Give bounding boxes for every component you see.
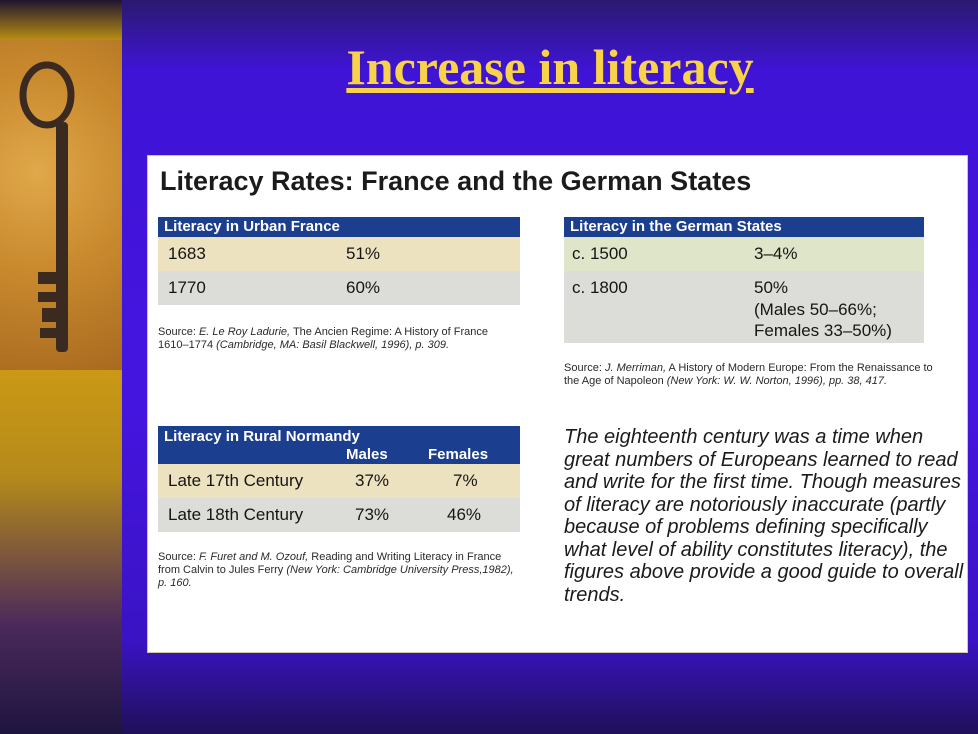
value-cell: 3–4% <box>754 244 798 263</box>
german-states-table <box>564 217 924 343</box>
year-cell: 1770 <box>168 278 206 297</box>
source-title: The Ancien Regime: A History of France 1610–1774 <box>158 326 488 351</box>
source-prefix: Source: <box>158 326 199 338</box>
panel-title: Literacy Rates: France and the German States <box>160 166 752 196</box>
value-cell: 50% <box>754 278 789 297</box>
value-cell: 60% <box>346 278 381 297</box>
table-row <box>564 237 924 271</box>
source-publication: (Cambridge, MA: Basil Blackwell, 1996), p. 309. <box>216 339 450 351</box>
females-cell: 7% <box>453 471 478 490</box>
source-title: Reading and Writing Literacy in France from Calvin to Jules Ferry <box>158 551 502 576</box>
source-prefix: Source: <box>564 362 605 374</box>
males-cell: 37% <box>355 471 390 490</box>
males-cell: 73% <box>355 505 390 524</box>
literacy-figure-panel <box>147 155 968 653</box>
table-header: Literacy in Urban France <box>158 217 520 237</box>
column-header-males: Males <box>346 446 388 463</box>
source-title: A History of Modern Europe: From the Renaissance to the Age of Napoleon <box>564 362 933 387</box>
table-row <box>564 271 924 343</box>
source-citation <box>158 551 520 590</box>
column-header-females: Females <box>428 446 489 463</box>
source-citation <box>564 362 934 388</box>
urban-france-table <box>158 217 520 305</box>
table-header: Literacy in the German States <box>564 217 924 237</box>
females-cell: 46% <box>447 505 482 524</box>
source-author: J. Merriman, <box>604 362 667 374</box>
source-publication: (New York: Cambridge University Press,1982), p. 160. <box>158 564 514 589</box>
table-row <box>158 464 520 498</box>
source-publication: (New York: W. W. Norton, 1996), pp. 38, 417. <box>666 375 888 387</box>
table-row <box>158 237 520 271</box>
period-cell: Late 18th Century <box>168 505 304 524</box>
value-detail: (Males 50–66%; <box>754 300 877 319</box>
table-row <box>158 271 520 305</box>
source-author: F. Furet and M. Ozouf, <box>198 551 309 563</box>
year-cell: c. 1500 <box>572 244 628 263</box>
year-cell: 1683 <box>168 244 206 263</box>
antique-key-icon <box>0 40 122 370</box>
explanatory-paragraph: The eighteenth century was a time when great numbers of Europeans learned to read and write for the first time. Though measures of literacy are notoriously inaccurate (partly because of problems defining specifically what level of ability constitutes literacy), the figures above provide a good guide to overall trends. <box>564 426 964 606</box>
value-detail: Females 33–50%) <box>754 321 892 340</box>
table-title: Literacy in Rural Normandy <box>164 428 360 445</box>
table-row <box>158 498 520 532</box>
value-cell: 51% <box>346 244 381 263</box>
source-prefix: Source: <box>158 551 199 563</box>
slide-title: Increase in literacy <box>346 39 754 95</box>
period-cell: Late 17th Century <box>168 471 304 490</box>
table-header <box>158 426 520 464</box>
year-cell: c. 1800 <box>572 278 628 297</box>
source-citation <box>158 326 518 352</box>
rural-normandy-table <box>158 426 520 532</box>
source-author: E. Le Roy Ladurie, <box>198 326 291 338</box>
